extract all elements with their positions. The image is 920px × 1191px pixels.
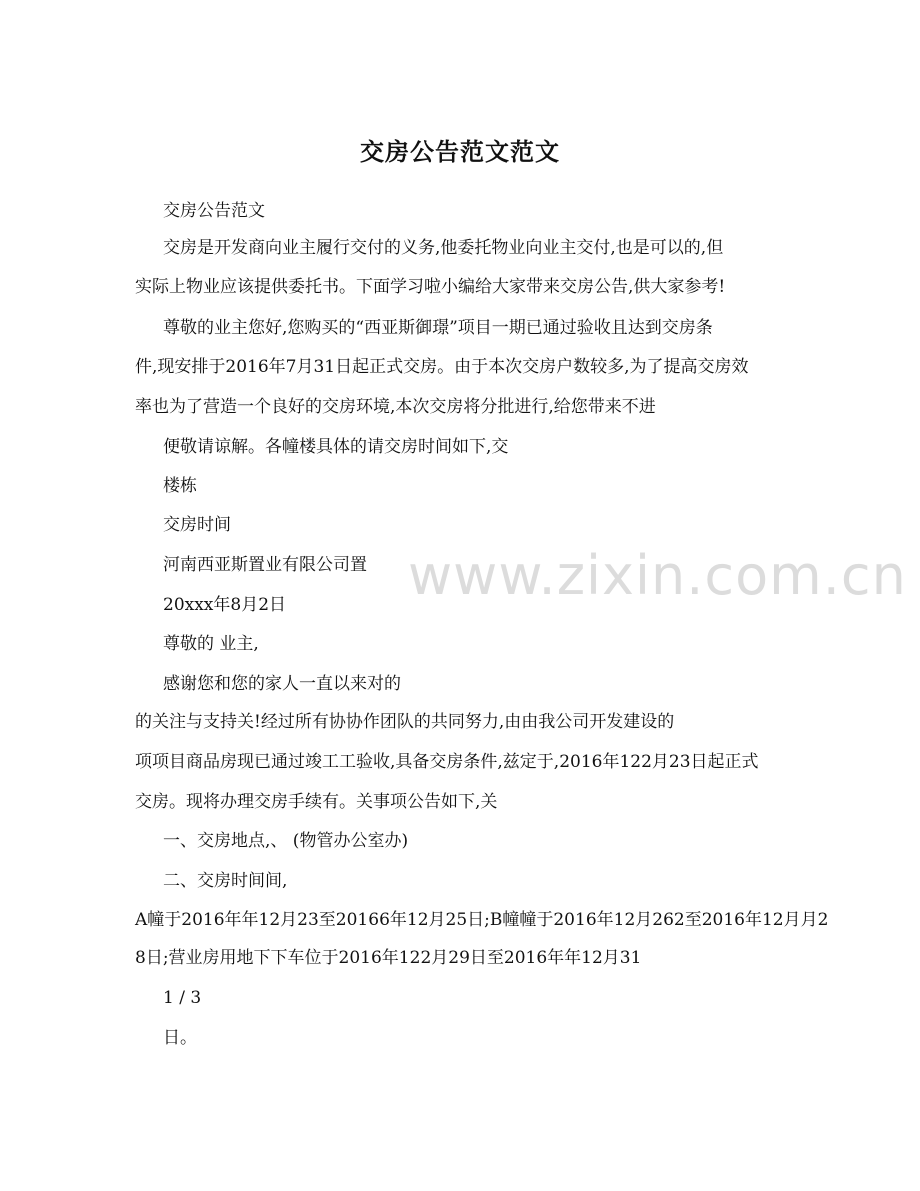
- paragraph-line: 一、交房地点,、 (物管办公室办): [163, 831, 409, 851]
- paragraph-line: 交房是开发商向业主履行交付的义务,他委托物业向业主交付,也是可以的,但: [163, 238, 724, 258]
- paragraph-line: 交房时间: [163, 515, 231, 535]
- paragraph-line: 件,现安排于2016年7月31日起正式交房。由于本次交房户数较多,为了提高交房效: [135, 357, 749, 377]
- paragraph-line: 交房。现将办理交房手续有。关事项公告如下,关: [135, 792, 498, 812]
- document-title: 交房公告范文范文: [360, 137, 560, 166]
- paragraph-line: A幢于2016年年12月23至20166年12月25日;B幢幢于2016年12月262至2016年12月月2: [135, 910, 829, 930]
- paragraph-line: 感谢您和您的家人一直以来对的: [163, 674, 401, 694]
- page-number: 1 / 3: [163, 988, 202, 1008]
- paragraph-line: 日。: [163, 1028, 197, 1048]
- paragraph-heading: 交房公告范文: [163, 201, 265, 221]
- paragraph-line: 实际上物业应该提供委托书。下面学习啦小编给大家带来交房公告,供大家参考!: [135, 277, 726, 297]
- paragraph-line: 尊敬的业主您好,您购买的“西亚斯御璟”项目一期已通过验收且达到交房条: [163, 318, 713, 338]
- paragraph-line: 的关注与支持关!经过所有协协作团队的共同努力,由由我公司开发建设的: [135, 712, 675, 732]
- paragraph-line: 楼栋: [163, 476, 197, 496]
- date-line: 20xxx年8月2日: [163, 595, 287, 615]
- paragraph-line: 便敬请谅解。各幢楼具体的请交房时间如下,交: [163, 437, 509, 457]
- paragraph-line: 8日;营业房用地下下车位于2016年122月29日至2016年年12月31: [135, 948, 642, 968]
- paragraph-line: 尊敬的 业主,: [163, 634, 259, 654]
- paragraph-line: 率也为了营造一个良好的交房环境,本次交房将分批进行,给您带来不进: [135, 397, 656, 417]
- paragraph-line: 项项目商品房现已通过竣工工验收,具备交房条件,兹定于,2016年122月23日起正式: [135, 752, 759, 772]
- paragraph-line: 二、交房时间间,: [163, 871, 288, 891]
- paragraph-line: 河南西亚斯置业有限公司置: [163, 555, 367, 575]
- watermark-text: www.zixin.com.cn: [408, 544, 907, 607]
